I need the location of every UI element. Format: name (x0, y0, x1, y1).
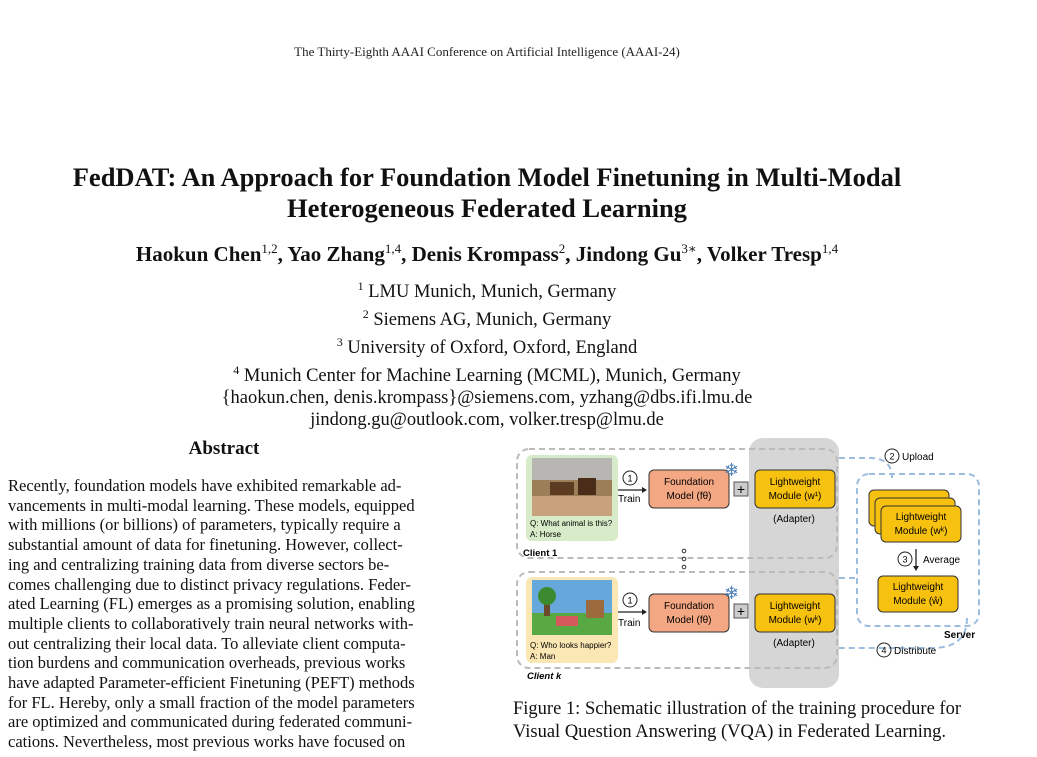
author-affil-sup: 3∗ (681, 241, 697, 256)
abstract-line: multiple clients to collaboratively train neural networks with- (8, 613, 414, 633)
author-name: Yao Zhang (287, 242, 385, 266)
step-1-number: 1 (627, 473, 633, 484)
lightweight-module-1 (755, 470, 835, 508)
adapter-label: (Adapter) (773, 514, 815, 525)
author-name: Haokun Chen (135, 242, 262, 266)
abstract-line: have adapted Parameter-efficient Finetuning (PEFT) methods (8, 673, 415, 693)
affiliations (0, 276, 974, 431)
author-name: Denis Krompass (411, 242, 559, 266)
abstract-line: cations. Nevertheless, most previous works have focused on (8, 732, 406, 752)
upload-label: Upload (902, 452, 934, 463)
abstract-line: comes challenging due to distinct privacy regulations. Feder- (8, 574, 411, 594)
arrow-icon (642, 487, 647, 493)
average-label: Average (923, 555, 961, 566)
author-affil-sup: 1,4 (821, 241, 839, 256)
author-affil-sup: 2 (558, 241, 566, 256)
svg-text:Model (fθ): Model (fθ) (666, 615, 712, 626)
svg-text:Module (ŵ): Module (ŵ) (893, 596, 943, 607)
author-list: Haokun Chen$^{1,2}$, Yao Zhang$^{1,4}$, Denis Krompass$^2$, Jindong $Gu^{3∗}$, Volker Tresp$^{1,4}$ (135, 241, 839, 266)
abstract-body (8, 476, 440, 752)
lightweight-module-label: Module (w¹) (768, 491, 822, 502)
author-name: Jindong Gu (575, 242, 682, 266)
client-1-question: Q: What animal is this? (530, 519, 613, 528)
title-line-2: Heterogeneous Federated Learning (287, 193, 687, 223)
conference-header: The Thirty-Eighth AAAI Conference on Artificial Intelligence (AAAI-24) (294, 44, 680, 59)
abstract-line: out centralizing their local data. To alleviate client computa- (8, 633, 406, 653)
picnic-illustration (532, 580, 612, 635)
abstract-line: Recently, foundation models have exhibited remarkable ad- (8, 476, 402, 495)
lightweight-module-k (755, 594, 835, 632)
foundation-model-k (649, 594, 729, 632)
abstract-line: tion burdens and communication overheads, previous works (8, 653, 406, 673)
abstract-line: for FL. Hereby, only a small fraction of the model parameters (8, 692, 415, 712)
abstract-line: are optimized and communicated during federated communi- (8, 712, 413, 732)
figure-caption (513, 698, 993, 744)
svg-text:Module (wᵏ): Module (wᵏ) (768, 615, 822, 626)
client-1-answer: A: Horse (530, 530, 562, 539)
snowflake-icon: ❄ (724, 583, 740, 603)
title-line-1: FedDAT: An Approach for Foundation Model Finetuning in Multi-Modal (72, 162, 902, 192)
author-affil-sup: 1,4 (384, 241, 402, 256)
svg-text:Foundation: Foundation (663, 601, 715, 612)
author-name: Volker Tresp (706, 242, 822, 266)
abstract-line: with millions (or billions) of parameters, typically require a (8, 515, 401, 535)
abstract-line: substantial amount of data for finetuning. However, collect- (8, 535, 403, 555)
snowflake-icon: ❄ (724, 460, 740, 480)
client-k-answer: A: Man (530, 652, 556, 661)
server-label: Server (944, 630, 976, 641)
figure-1-diagram (512, 438, 987, 688)
distribute-label: Distribute (894, 646, 937, 657)
svg-text:2: 2 (889, 451, 895, 462)
svg-text:(Adapter): (Adapter) (773, 638, 815, 649)
affiliation-line: $^4$ Munich Center for Machine Learning (MCML), Munich, Germany (233, 362, 741, 387)
train-label-k: Train (618, 618, 641, 629)
arrow-icon (642, 609, 647, 615)
svg-text:1: 1 (627, 595, 633, 606)
email-line: jindong.gu@outlook.com, volker.tresp@lmu.de (310, 409, 664, 430)
svg-text:Lightweight: Lightweight (895, 512, 947, 523)
paper-title (0, 162, 974, 224)
horse-photo (532, 458, 612, 516)
abstract-heading: Abstract (188, 438, 260, 459)
foundation-label-1: Foundation (663, 477, 715, 488)
author-affil-sup: 1,2 (261, 241, 278, 256)
svg-text:Lightweight: Lightweight (892, 582, 944, 593)
caption-line: Figure 1: Schematic illustration of the training procedure for (513, 699, 961, 719)
abstract-line: vancements in multi-modal learning. These models, equipped (8, 495, 415, 515)
foundation-label-2: Model (fθ) (666, 491, 712, 502)
svg-text:4: 4 (881, 645, 887, 656)
email-line: {haokun.chen, denis.krompass}@siemens.com, yzhang@dbs.ifi.lmu.de (221, 387, 753, 408)
plus-icon: + (736, 481, 746, 497)
train-label: Train (618, 494, 641, 505)
svg-text:3: 3 (902, 554, 908, 565)
client-1-label: Client 1 (523, 548, 558, 559)
abstract-line: ing and centralizing training data from diverse sectors be- (8, 554, 390, 574)
svg-text:Lightweight: Lightweight (769, 601, 821, 612)
arrow-down-icon (913, 566, 919, 571)
affiliation-line: $^1$ LMU Munich, Munich, Germany (357, 279, 617, 303)
client-k-label: Client k (527, 671, 562, 682)
abstract-line: ated Learning (FL) emerges as a promising solution, enabling (8, 594, 416, 614)
affiliation-line: $^3$ University of Oxford, Oxford, England (336, 334, 638, 359)
foundation-model-1 (649, 470, 729, 508)
affiliation-line: $^2$ Siemens AG, Munich, Germany (362, 306, 612, 331)
svg-text:Module (wᵏ): Module (wᵏ) (894, 526, 948, 537)
caption-line: Visual Question Answering (VQA) in Federated Learning. (513, 722, 947, 742)
plus-icon: + (736, 603, 746, 619)
client-k-question: Q: Who looks happier? (530, 641, 612, 650)
lightweight-label: Lightweight (769, 477, 821, 488)
